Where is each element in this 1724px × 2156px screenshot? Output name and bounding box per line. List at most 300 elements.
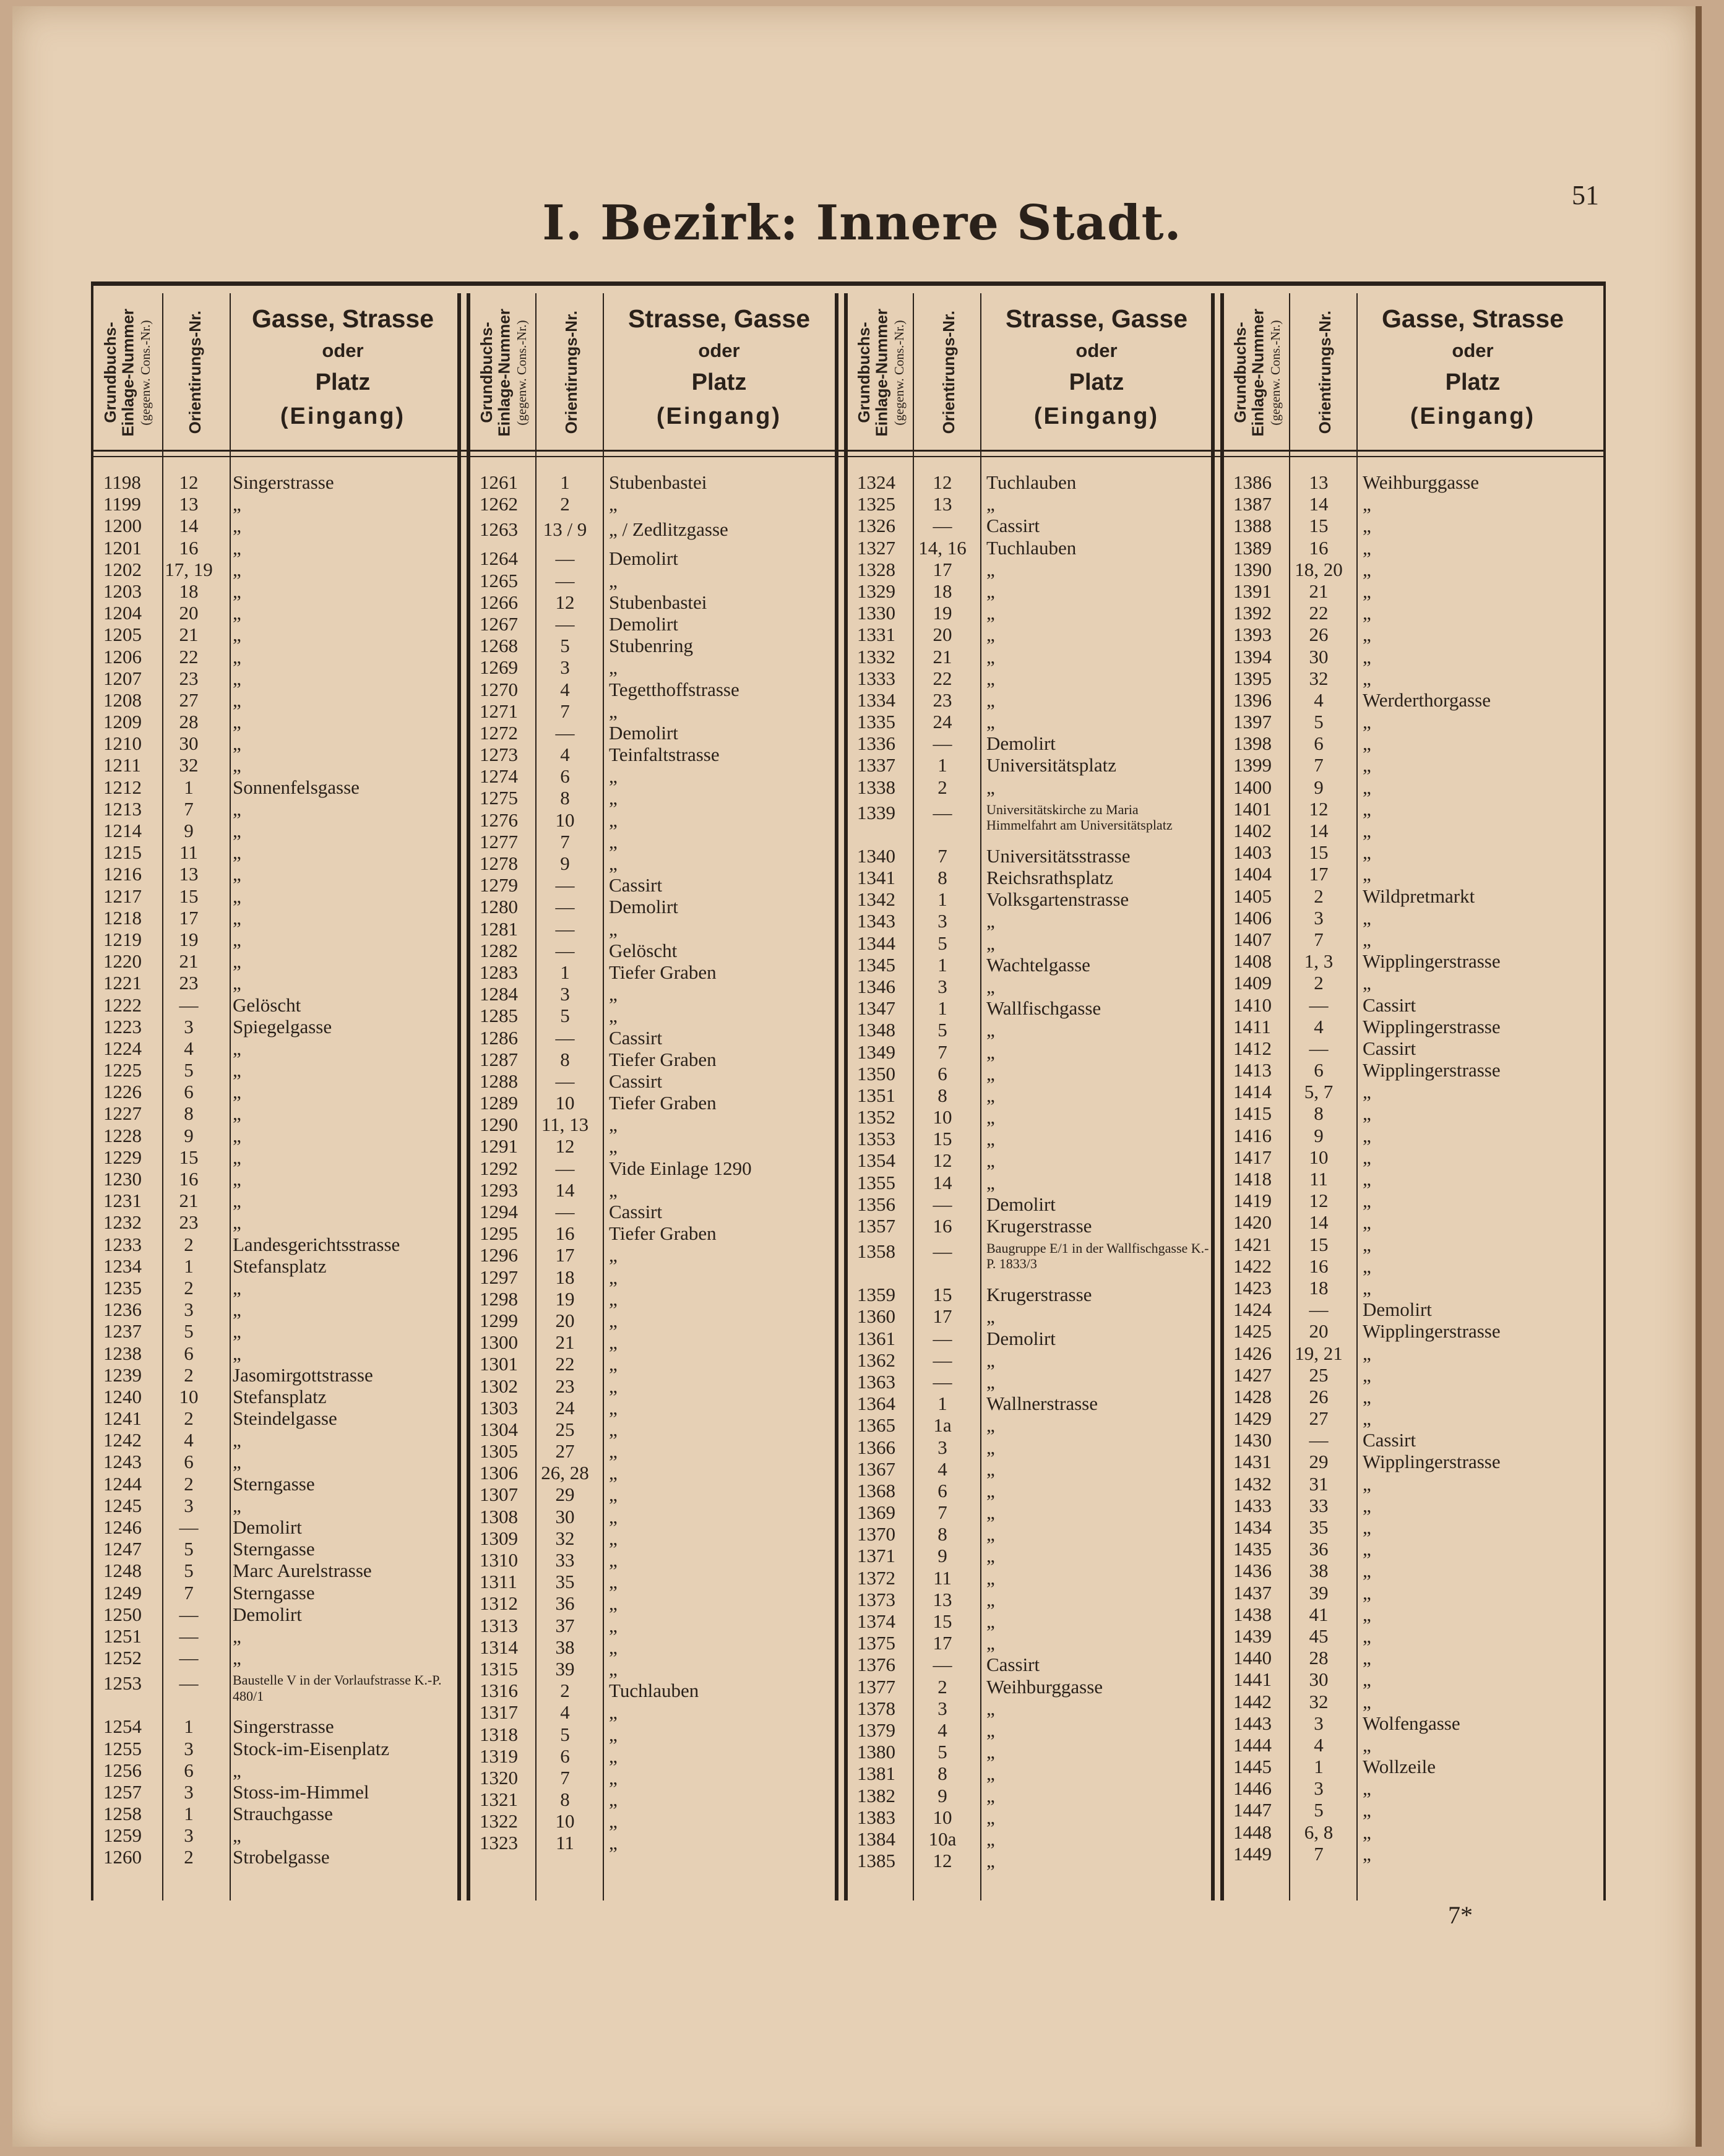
orientirung-number: 19 bbox=[933, 602, 952, 624]
table-row bbox=[847, 1019, 1218, 1041]
orientirung-number: 1 bbox=[560, 961, 570, 983]
table-row bbox=[847, 559, 1218, 580]
orientirung-number: — bbox=[933, 801, 952, 823]
street-name: „ bbox=[609, 1701, 618, 1724]
einlage-number: 1205 bbox=[103, 624, 142, 646]
einlage-number: 1332 bbox=[857, 645, 895, 668]
table-row bbox=[847, 732, 1218, 754]
street-name: Demolirt bbox=[609, 548, 678, 570]
table-row bbox=[470, 722, 841, 744]
street-name: „ bbox=[609, 917, 618, 940]
street-name: „ bbox=[233, 1059, 241, 1081]
table-row bbox=[847, 537, 1218, 559]
street-name: „ bbox=[233, 667, 241, 689]
table-row bbox=[1223, 624, 1595, 645]
street-name: „ bbox=[609, 1462, 618, 1484]
einlage-number: 1288 bbox=[480, 1070, 518, 1092]
table-row bbox=[847, 954, 1218, 976]
street-name: „ bbox=[609, 1244, 618, 1266]
table-row bbox=[93, 1342, 465, 1364]
table-row bbox=[93, 668, 465, 689]
einlage-number: 1396 bbox=[1233, 689, 1272, 711]
street-name: Wolfengasse bbox=[1363, 1712, 1460, 1734]
table-row bbox=[847, 471, 1218, 493]
einlage-number: 1268 bbox=[480, 635, 518, 657]
street-name: „ bbox=[233, 515, 241, 537]
table-row bbox=[470, 1353, 841, 1375]
table-row bbox=[470, 1375, 841, 1397]
einlage-number: 1387 bbox=[1233, 493, 1272, 515]
einlage-number: 1219 bbox=[103, 928, 142, 950]
einlage-number: 1241 bbox=[103, 1407, 142, 1430]
orientirung-number: 23 bbox=[179, 1211, 199, 1234]
street-name: „ bbox=[986, 1523, 995, 1545]
street-name: Universitätskirche zu Maria Himmelfahrt am Universitätsplatz bbox=[986, 801, 1173, 833]
orientirung-number: 2 bbox=[1314, 885, 1324, 907]
orientirung-number: 27 bbox=[555, 1440, 575, 1462]
street-name: Demolirt bbox=[233, 1603, 302, 1625]
orientirung-number: — bbox=[555, 917, 575, 940]
table-row bbox=[1223, 1342, 1595, 1364]
orientirung-number: 1 bbox=[937, 997, 947, 1020]
orientirung-number: 13 bbox=[1309, 471, 1329, 493]
einlage-number: 1347 bbox=[857, 997, 895, 1020]
orientirung-number: 7 bbox=[184, 1581, 194, 1604]
einlage-number: 1366 bbox=[857, 1436, 895, 1458]
orientirung-number: 16 bbox=[179, 1168, 199, 1190]
einlage-number: 1304 bbox=[480, 1418, 518, 1440]
orientirung-number: 7 bbox=[560, 830, 570, 853]
orientirung-number: 18, 20 bbox=[1295, 558, 1343, 580]
street-name: „ bbox=[233, 820, 241, 841]
street-name: „ bbox=[1363, 515, 1371, 537]
einlage-number: 1278 bbox=[480, 853, 518, 874]
orientirung-number: 30 bbox=[1309, 1669, 1329, 1691]
street-name: „ bbox=[233, 1494, 241, 1516]
table-row bbox=[470, 1832, 841, 1853]
orientirung-number: 8 bbox=[937, 1523, 947, 1545]
table-row bbox=[93, 1190, 465, 1211]
orientirung-number: 1 bbox=[937, 754, 947, 776]
orientirung-number: 18 bbox=[179, 580, 199, 602]
orientirung-number: 3 bbox=[1314, 906, 1324, 929]
einlage-number: 1299 bbox=[480, 1309, 518, 1331]
einlage-number: 1296 bbox=[480, 1244, 518, 1266]
einlage-number: 1274 bbox=[480, 765, 518, 788]
einlage-number: 1331 bbox=[857, 624, 895, 646]
street-name: Demolirt bbox=[1363, 1299, 1432, 1321]
orientirung-number: 30 bbox=[1309, 645, 1329, 668]
einlage-number: 1252 bbox=[103, 1647, 142, 1669]
einlage-number: 1335 bbox=[857, 711, 895, 733]
table-row bbox=[470, 1701, 841, 1723]
table-row bbox=[93, 1846, 465, 1868]
orientirung-number: 2 bbox=[184, 1407, 194, 1430]
einlage-number: 1211 bbox=[103, 754, 141, 776]
einlage-number: 1330 bbox=[857, 602, 895, 624]
table-row bbox=[847, 1480, 1218, 1501]
einlage-number: 1401 bbox=[1233, 797, 1272, 820]
table-row bbox=[1223, 1647, 1595, 1669]
orientirung-number: — bbox=[555, 1201, 575, 1222]
table-row bbox=[93, 754, 465, 776]
einlage-number: 1349 bbox=[857, 1041, 895, 1063]
orientirung-number: 15 bbox=[179, 1146, 199, 1168]
orientirung-number: 16 bbox=[1309, 536, 1329, 559]
orientirung-number: 4 bbox=[560, 1701, 570, 1724]
einlage-number: 1358 bbox=[857, 1240, 895, 1263]
table-row bbox=[93, 624, 465, 645]
einlage-number: 1217 bbox=[103, 885, 142, 907]
table-row bbox=[1223, 1516, 1595, 1538]
table-row bbox=[470, 1201, 841, 1222]
table-row bbox=[1223, 1299, 1595, 1320]
orientirung-number: 2 bbox=[184, 1472, 194, 1495]
table-row bbox=[1223, 602, 1595, 624]
street-name: „ bbox=[233, 536, 241, 559]
einlage-number: 1393 bbox=[1233, 624, 1272, 646]
street-name: „ bbox=[986, 1827, 995, 1850]
orientirung-number: 9 bbox=[1314, 776, 1324, 798]
orientirung-number: — bbox=[555, 896, 575, 918]
table-row bbox=[470, 1658, 841, 1680]
orientirung-number: 19, 21 bbox=[1295, 1342, 1343, 1364]
street-name: „ bbox=[986, 558, 995, 580]
orientirung-number: 12 bbox=[555, 591, 575, 613]
table-row bbox=[1223, 1625, 1595, 1647]
table-row bbox=[1223, 646, 1595, 668]
street-name: Tegetthoffstrasse bbox=[609, 678, 739, 700]
table-row bbox=[1223, 1734, 1595, 1756]
orientirung-number: 3 bbox=[1314, 1777, 1324, 1800]
einlage-number: 1323 bbox=[480, 1832, 518, 1854]
orientirung-number: 12 bbox=[933, 1850, 952, 1872]
table-row bbox=[93, 1102, 465, 1124]
einlage-number: 1442 bbox=[1233, 1690, 1272, 1712]
street-name: „ bbox=[1363, 1494, 1371, 1516]
einlage-number: 1305 bbox=[480, 1440, 518, 1462]
einlage-number: 1267 bbox=[480, 612, 518, 635]
street-name: Volksgartenstrasse bbox=[986, 888, 1129, 911]
street-name: Spiegelgasse bbox=[233, 1015, 332, 1037]
street-name: „ bbox=[1363, 667, 1371, 689]
street-name: Wallfischgasse bbox=[986, 997, 1101, 1020]
street-name: „ bbox=[986, 1106, 995, 1128]
orientirung-number: 10 bbox=[1309, 1146, 1329, 1168]
einlage-number: 1338 bbox=[857, 776, 895, 798]
orientirung-number: 37 bbox=[555, 1614, 575, 1636]
orientirung-number: 45 bbox=[1309, 1625, 1329, 1647]
street-name: Stefansplatz bbox=[233, 1255, 327, 1277]
einlage-number: 1297 bbox=[480, 1266, 518, 1288]
einlage-number: 1313 bbox=[480, 1614, 518, 1636]
street-name: Cassirt bbox=[986, 1654, 1040, 1676]
street-name: „ bbox=[233, 1190, 241, 1212]
street-name: „ bbox=[609, 1005, 618, 1027]
einlage-number: 1258 bbox=[103, 1803, 142, 1825]
street-name: „ bbox=[233, 1342, 241, 1364]
orientirung-number: 6 bbox=[560, 1745, 570, 1767]
street-name: „ bbox=[986, 1610, 995, 1632]
orientirung-number: 9 bbox=[184, 1124, 194, 1146]
einlage-number: 1271 bbox=[480, 700, 518, 722]
orientirung-number: — bbox=[1309, 1037, 1329, 1059]
table-row bbox=[93, 1669, 465, 1716]
table-row bbox=[93, 602, 465, 624]
einlage-number: 1365 bbox=[857, 1414, 895, 1437]
einlage-number: 1369 bbox=[857, 1501, 895, 1524]
street-name: „ bbox=[609, 1505, 618, 1527]
einlage-number: 1447 bbox=[1233, 1799, 1272, 1821]
street-name: „ bbox=[1363, 624, 1371, 646]
einlage-number: 1244 bbox=[103, 1472, 142, 1495]
table-row bbox=[93, 1277, 465, 1299]
street-name: Werderthorgasse bbox=[1363, 689, 1491, 711]
einlage-number: 1306 bbox=[480, 1462, 518, 1484]
einlage-number: 1264 bbox=[480, 548, 518, 570]
street-name: „ bbox=[1363, 906, 1371, 929]
orientirung-number: 7 bbox=[937, 1501, 947, 1524]
table-row bbox=[470, 635, 841, 656]
orientirung-number: 21 bbox=[555, 1331, 575, 1354]
einlage-number: 1383 bbox=[857, 1806, 895, 1828]
street-name: „ bbox=[609, 1375, 618, 1397]
orientirung-number: 4 bbox=[560, 744, 570, 766]
orientirung-number: 9 bbox=[560, 853, 570, 874]
street-name: „ bbox=[1363, 1603, 1371, 1625]
einlage-number: 1311 bbox=[480, 1571, 517, 1593]
table-row bbox=[470, 1745, 841, 1767]
street-name: „ bbox=[986, 1305, 995, 1328]
street-name: „ bbox=[609, 1571, 618, 1593]
table-row bbox=[470, 493, 841, 515]
orientirung-number: 6, 8 bbox=[1304, 1821, 1334, 1843]
einlage-number: 1406 bbox=[1233, 906, 1272, 929]
einlage-number: 1359 bbox=[857, 1284, 895, 1306]
orientirung-number: 14, 16 bbox=[918, 536, 967, 559]
street-name: „ bbox=[986, 645, 995, 668]
street-name: „ bbox=[609, 1418, 618, 1440]
einlage-number: 1229 bbox=[103, 1146, 142, 1168]
orientirung-number: 2 bbox=[184, 1364, 194, 1386]
einlage-number: 1256 bbox=[103, 1759, 142, 1781]
table-row bbox=[93, 493, 465, 515]
einlage-number: 1253 bbox=[103, 1672, 142, 1694]
table-row bbox=[1223, 1777, 1595, 1799]
orientirung-number: 10 bbox=[933, 1106, 952, 1128]
table-row bbox=[1223, 1016, 1595, 1037]
orientirung-number: 7 bbox=[184, 797, 194, 820]
einlage-number: 1426 bbox=[1233, 1342, 1272, 1364]
table-row bbox=[470, 1549, 841, 1571]
einlage-number: 1328 bbox=[857, 558, 895, 580]
street-name: „ bbox=[1363, 1233, 1371, 1255]
table-row bbox=[93, 689, 465, 711]
einlage-number: 1388 bbox=[1233, 515, 1272, 537]
einlage-number: 1309 bbox=[480, 1527, 518, 1549]
street-name: „ bbox=[1363, 536, 1371, 559]
table-row bbox=[847, 1567, 1218, 1589]
einlage-number: 1391 bbox=[1233, 580, 1272, 602]
orientirung-number: 26 bbox=[1309, 1385, 1329, 1407]
street-name: „ bbox=[609, 1549, 618, 1571]
table-row bbox=[93, 1146, 465, 1168]
street-name: „ bbox=[986, 1566, 995, 1589]
einlage-number: 1389 bbox=[1233, 536, 1272, 559]
street-name: Demolirt bbox=[233, 1516, 302, 1538]
street-name: „ bbox=[986, 910, 995, 932]
orientirung-number: 6 bbox=[937, 1062, 947, 1084]
street-name: „ bbox=[609, 1114, 618, 1136]
street-name: „ bbox=[1363, 841, 1371, 864]
einlage-number: 1263 bbox=[480, 518, 518, 541]
table-row bbox=[1223, 1190, 1595, 1211]
orientirung-number: 1 bbox=[560, 471, 570, 493]
table-row bbox=[1223, 1320, 1595, 1342]
table-row bbox=[93, 1803, 465, 1824]
street-name: Universitätsstrasse bbox=[986, 844, 1131, 867]
street-name: „ bbox=[233, 972, 241, 994]
street-name: „ bbox=[233, 1320, 241, 1342]
einlage-number: 1405 bbox=[1233, 885, 1272, 907]
einlage-number: 1317 bbox=[480, 1701, 518, 1724]
orientirung-number: 22 bbox=[933, 667, 952, 689]
header-street: Strasse, Gasse oder Platz (Eingang) bbox=[1005, 304, 1188, 429]
table-row bbox=[93, 1738, 465, 1759]
orientirung-number: 3 bbox=[560, 656, 570, 679]
street-name: „ bbox=[1363, 558, 1371, 580]
table-row bbox=[847, 689, 1218, 711]
table-row bbox=[847, 932, 1218, 954]
orientirung-number: 18 bbox=[1309, 1276, 1329, 1299]
orientirung-number: 5 bbox=[184, 1538, 194, 1560]
orientirung-number: 6 bbox=[937, 1479, 947, 1501]
einlage-number: 1247 bbox=[103, 1538, 142, 1560]
einlage-number: 1420 bbox=[1233, 1211, 1272, 1234]
einlage-number: 1398 bbox=[1233, 732, 1272, 755]
street-name: Cassirt bbox=[986, 515, 1040, 537]
table-row bbox=[470, 700, 841, 722]
orientirung-number: 30 bbox=[179, 732, 199, 755]
orientirung-number: 32 bbox=[1309, 1690, 1329, 1712]
table-row bbox=[93, 711, 465, 732]
street-name: „ bbox=[1363, 1407, 1371, 1430]
einlage-number: 1339 bbox=[857, 801, 895, 823]
orientirung-number: 10 bbox=[933, 1806, 952, 1828]
orientirung-number: 38 bbox=[1309, 1560, 1329, 1582]
einlage-number: 1412 bbox=[1233, 1037, 1272, 1059]
street-name: „ bbox=[1363, 1560, 1371, 1582]
einlage-number: 1260 bbox=[103, 1846, 142, 1868]
einlage-number: 1371 bbox=[857, 1545, 895, 1567]
orientirung-number: 41 bbox=[1309, 1603, 1329, 1625]
einlage-number: 1429 bbox=[1233, 1407, 1272, 1430]
orientirung-number: 3 bbox=[184, 1737, 194, 1759]
einlage-number: 1342 bbox=[857, 888, 895, 911]
einlage-number: 1341 bbox=[857, 867, 895, 888]
street-name: Wallnerstrasse bbox=[986, 1393, 1098, 1415]
street-name: „ bbox=[609, 656, 618, 679]
table-row bbox=[93, 1625, 465, 1647]
table-row bbox=[847, 776, 1218, 798]
orientirung-number: 12 bbox=[933, 1149, 952, 1172]
orientirung-number: 15 bbox=[1309, 841, 1329, 864]
einlage-number: 1312 bbox=[480, 1592, 518, 1615]
street-name: Stubenbastei bbox=[609, 471, 707, 493]
street-name: „ bbox=[1363, 754, 1371, 776]
einlage-number: 1443 bbox=[1233, 1712, 1272, 1734]
table-row bbox=[847, 888, 1218, 910]
orientirung-number: 25 bbox=[555, 1418, 575, 1440]
table-row bbox=[1223, 1429, 1595, 1451]
street-name: „ bbox=[986, 776, 995, 798]
einlage-number: 1441 bbox=[1233, 1669, 1272, 1691]
street-name: Sterngasse bbox=[233, 1472, 315, 1495]
einlage-number: 1448 bbox=[1233, 1821, 1272, 1843]
street-name: „ bbox=[986, 1806, 995, 1828]
table-row bbox=[1223, 515, 1595, 536]
einlage-number: 1362 bbox=[857, 1349, 895, 1371]
table-row bbox=[93, 950, 465, 972]
einlage-number: 1438 bbox=[1233, 1603, 1272, 1625]
street-name: Demolirt bbox=[609, 896, 678, 918]
einlage-number: 1237 bbox=[103, 1320, 142, 1342]
table-row bbox=[847, 845, 1218, 867]
einlage-number: 1444 bbox=[1233, 1733, 1272, 1756]
orientirung-number: 11, 13 bbox=[541, 1114, 589, 1136]
table-row bbox=[1223, 493, 1595, 515]
einlage-number: 1399 bbox=[1233, 754, 1272, 776]
table-row bbox=[470, 656, 841, 678]
table-row bbox=[93, 1716, 465, 1737]
einlage-number: 1199 bbox=[103, 493, 141, 515]
table-row bbox=[1223, 1799, 1595, 1821]
street-name: Cassirt bbox=[609, 1070, 663, 1092]
orientirung-number: — bbox=[179, 1625, 199, 1647]
orientirung-number: — bbox=[933, 732, 952, 755]
table-row bbox=[1223, 471, 1595, 493]
table-row bbox=[847, 1063, 1218, 1084]
einlage-number: 1246 bbox=[103, 1516, 142, 1538]
street-name: „ bbox=[233, 1276, 241, 1299]
street-name: „ bbox=[609, 1396, 618, 1419]
einlage-number: 1231 bbox=[103, 1190, 142, 1212]
street-name: „ bbox=[609, 1353, 618, 1375]
street-name: „ bbox=[1363, 928, 1371, 950]
orientirung-number: 11 bbox=[179, 841, 198, 864]
table-row bbox=[1223, 1234, 1595, 1255]
orientirung-number: 32 bbox=[555, 1527, 575, 1549]
street-name: Jasomirgottstrasse bbox=[233, 1364, 373, 1386]
street-name: „ bbox=[1363, 1211, 1371, 1234]
orientirung-number: 5 bbox=[560, 1005, 570, 1027]
einlage-number: 1198 bbox=[103, 471, 141, 493]
orientirung-number: 8 bbox=[937, 1763, 947, 1785]
street-name: „ bbox=[1363, 1276, 1371, 1299]
street-name: „ bbox=[233, 1625, 241, 1647]
einlage-number: 1361 bbox=[857, 1327, 895, 1349]
table-row bbox=[470, 1179, 841, 1201]
einlage-number: 1265 bbox=[480, 569, 518, 591]
table-row bbox=[847, 1676, 1218, 1698]
street-name: „ bbox=[986, 1763, 995, 1785]
orientirung-number: 5, 7 bbox=[1304, 1081, 1334, 1103]
table-row bbox=[847, 1349, 1218, 1371]
orientirung-number: 25 bbox=[1309, 1364, 1329, 1386]
einlage-number: 1254 bbox=[103, 1716, 142, 1738]
street-name: Baugruppe E/1 in der Wallfischgasse K.-P. 1833/3 bbox=[986, 1240, 1209, 1272]
orientirung-number: 7 bbox=[1314, 1842, 1324, 1865]
